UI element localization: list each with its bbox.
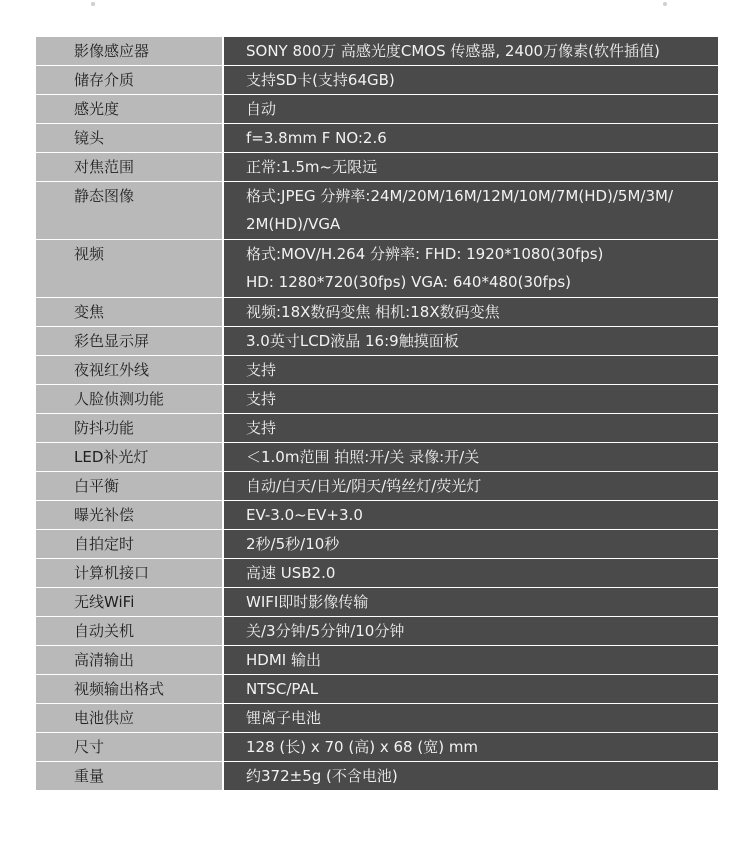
spec-label: 对焦范围 bbox=[36, 153, 222, 182]
spec-label: 影像感应器 bbox=[36, 37, 222, 66]
spec-value-line: 2M(HD)/VGA bbox=[246, 215, 341, 233]
spec-value bbox=[222, 414, 718, 443]
spec-label: 视频输出格式 bbox=[36, 675, 222, 704]
spec-label: 电池供应 bbox=[36, 704, 222, 733]
spec-row bbox=[36, 762, 718, 790]
spec-row bbox=[36, 95, 718, 124]
spec-value bbox=[222, 66, 718, 95]
spec-value bbox=[222, 385, 718, 414]
spec-table bbox=[36, 37, 718, 790]
decorative-dot bbox=[663, 2, 667, 6]
spec-row bbox=[36, 240, 718, 298]
spec-value-line: 格式:MOV/H.264 分辨率: FHD: 1920*1080(30fps) bbox=[246, 245, 604, 263]
spec-value-line: 锂离子电池 bbox=[246, 709, 322, 727]
spec-value-line: 支持 bbox=[246, 361, 277, 379]
spec-label: 计算机接口 bbox=[36, 559, 222, 588]
spec-label: 自拍定时 bbox=[36, 530, 222, 559]
spec-value bbox=[222, 356, 718, 385]
spec-label: 曝光补偿 bbox=[36, 501, 222, 530]
spec-row bbox=[36, 675, 718, 704]
spec-label: 重量 bbox=[36, 762, 222, 790]
spec-value bbox=[222, 37, 718, 66]
spec-value-line: WIFI即时影像传输 bbox=[246, 593, 369, 611]
spec-row bbox=[36, 501, 718, 530]
spec-row bbox=[36, 124, 718, 153]
spec-label: LED补光灯 bbox=[36, 443, 222, 472]
spec-row bbox=[36, 414, 718, 443]
spec-value bbox=[222, 153, 718, 182]
spec-value bbox=[222, 646, 718, 675]
spec-row bbox=[36, 443, 718, 472]
spec-label: 储存介质 bbox=[36, 66, 222, 95]
spec-value-line: 关/3分钟/5分钟/10分钟 bbox=[246, 622, 405, 640]
spec-row bbox=[36, 646, 718, 675]
spec-value bbox=[222, 530, 718, 559]
spec-table-body bbox=[36, 37, 718, 790]
spec-value-line: 128 (长) x 70 (高) x 68 (宽) mm bbox=[246, 738, 479, 756]
decorative-dot bbox=[91, 2, 95, 6]
spec-label: 夜视红外线 bbox=[36, 356, 222, 385]
spec-value-line: HDMI 输出 bbox=[246, 651, 321, 669]
spec-label: 彩色显示屏 bbox=[36, 327, 222, 356]
spec-value bbox=[222, 501, 718, 530]
spec-value-line: 高速 USB2.0 bbox=[246, 564, 336, 582]
spec-label: 白平衡 bbox=[36, 472, 222, 501]
spec-value bbox=[222, 617, 718, 646]
spec-value-line: 视频:18X数码变焦 相机:18X数码变焦 bbox=[246, 303, 500, 321]
spec-label: 自动关机 bbox=[36, 617, 222, 646]
spec-label: 人脸侦测功能 bbox=[36, 385, 222, 414]
spec-value bbox=[222, 240, 718, 298]
spec-label: 镜头 bbox=[36, 124, 222, 153]
spec-label: 高清输出 bbox=[36, 646, 222, 675]
spec-row bbox=[36, 704, 718, 733]
spec-row bbox=[36, 385, 718, 414]
spec-label: 变焦 bbox=[36, 298, 222, 327]
spec-row bbox=[36, 327, 718, 356]
spec-label: 静态图像 bbox=[36, 182, 222, 240]
spec-row bbox=[36, 530, 718, 559]
spec-value bbox=[222, 559, 718, 588]
spec-value bbox=[222, 443, 718, 472]
spec-label: 尺寸 bbox=[36, 733, 222, 762]
spec-label: 感光度 bbox=[36, 95, 222, 124]
spec-value-line: 格式:JPEG 分辨率:24M/20M/16M/12M/10M/7M(HD)/5M/3M/ bbox=[246, 187, 674, 205]
spec-value-line: 自动 bbox=[246, 100, 277, 118]
spec-value bbox=[222, 472, 718, 501]
spec-row bbox=[36, 356, 718, 385]
spec-value-line: 支持 bbox=[246, 390, 277, 408]
spec-row bbox=[36, 37, 718, 66]
spec-row bbox=[36, 182, 718, 240]
spec-value-line: 自动/白天/日光/阴天/钨丝灯/荧光灯 bbox=[246, 477, 482, 495]
spec-row bbox=[36, 298, 718, 327]
spec-value bbox=[222, 733, 718, 762]
spec-value-line: SONY 800万 高感光度CMOS 传感器, 2400万像素(软件插值) bbox=[246, 42, 660, 60]
spec-value-line: f=3.8mm F NO:2.6 bbox=[246, 129, 387, 147]
spec-value bbox=[222, 95, 718, 124]
spec-row bbox=[36, 733, 718, 762]
spec-value-line: NTSC/PAL bbox=[246, 680, 319, 698]
spec-value-line: 2秒/5秒/10秒 bbox=[246, 535, 340, 553]
spec-row bbox=[36, 66, 718, 95]
spec-value-line: EV-3.0~EV+3.0 bbox=[246, 506, 363, 524]
spec-value-line: HD: 1280*720(30fps) VGA: 640*480(30fps) bbox=[246, 273, 572, 291]
spec-value-line: 支持SD卡(支持64GB) bbox=[246, 71, 395, 89]
spec-value bbox=[222, 675, 718, 704]
spec-value bbox=[222, 298, 718, 327]
spec-label: 防抖功能 bbox=[36, 414, 222, 443]
spec-value bbox=[222, 588, 718, 617]
spec-value bbox=[222, 762, 718, 790]
spec-value-line: 约372±5g (不含电池) bbox=[246, 767, 398, 785]
spec-row bbox=[36, 153, 718, 182]
spec-value-line: ＜1.0m范围 拍照:开/关 录像:开/关 bbox=[246, 448, 480, 466]
spec-value bbox=[222, 182, 718, 240]
spec-value bbox=[222, 704, 718, 733]
spec-value-line: 支持 bbox=[246, 419, 277, 437]
spec-row bbox=[36, 588, 718, 617]
spec-label: 视频 bbox=[36, 240, 222, 298]
spec-row bbox=[36, 617, 718, 646]
spec-value-line: 3.0英寸LCD液晶 16:9触摸面板 bbox=[246, 332, 459, 350]
spec-value bbox=[222, 124, 718, 153]
spec-row bbox=[36, 559, 718, 588]
spec-label: 无线WiFi bbox=[36, 588, 222, 617]
spec-row bbox=[36, 472, 718, 501]
spec-value-line: 正常:1.5m~无限远 bbox=[246, 158, 378, 176]
spec-value bbox=[222, 327, 718, 356]
